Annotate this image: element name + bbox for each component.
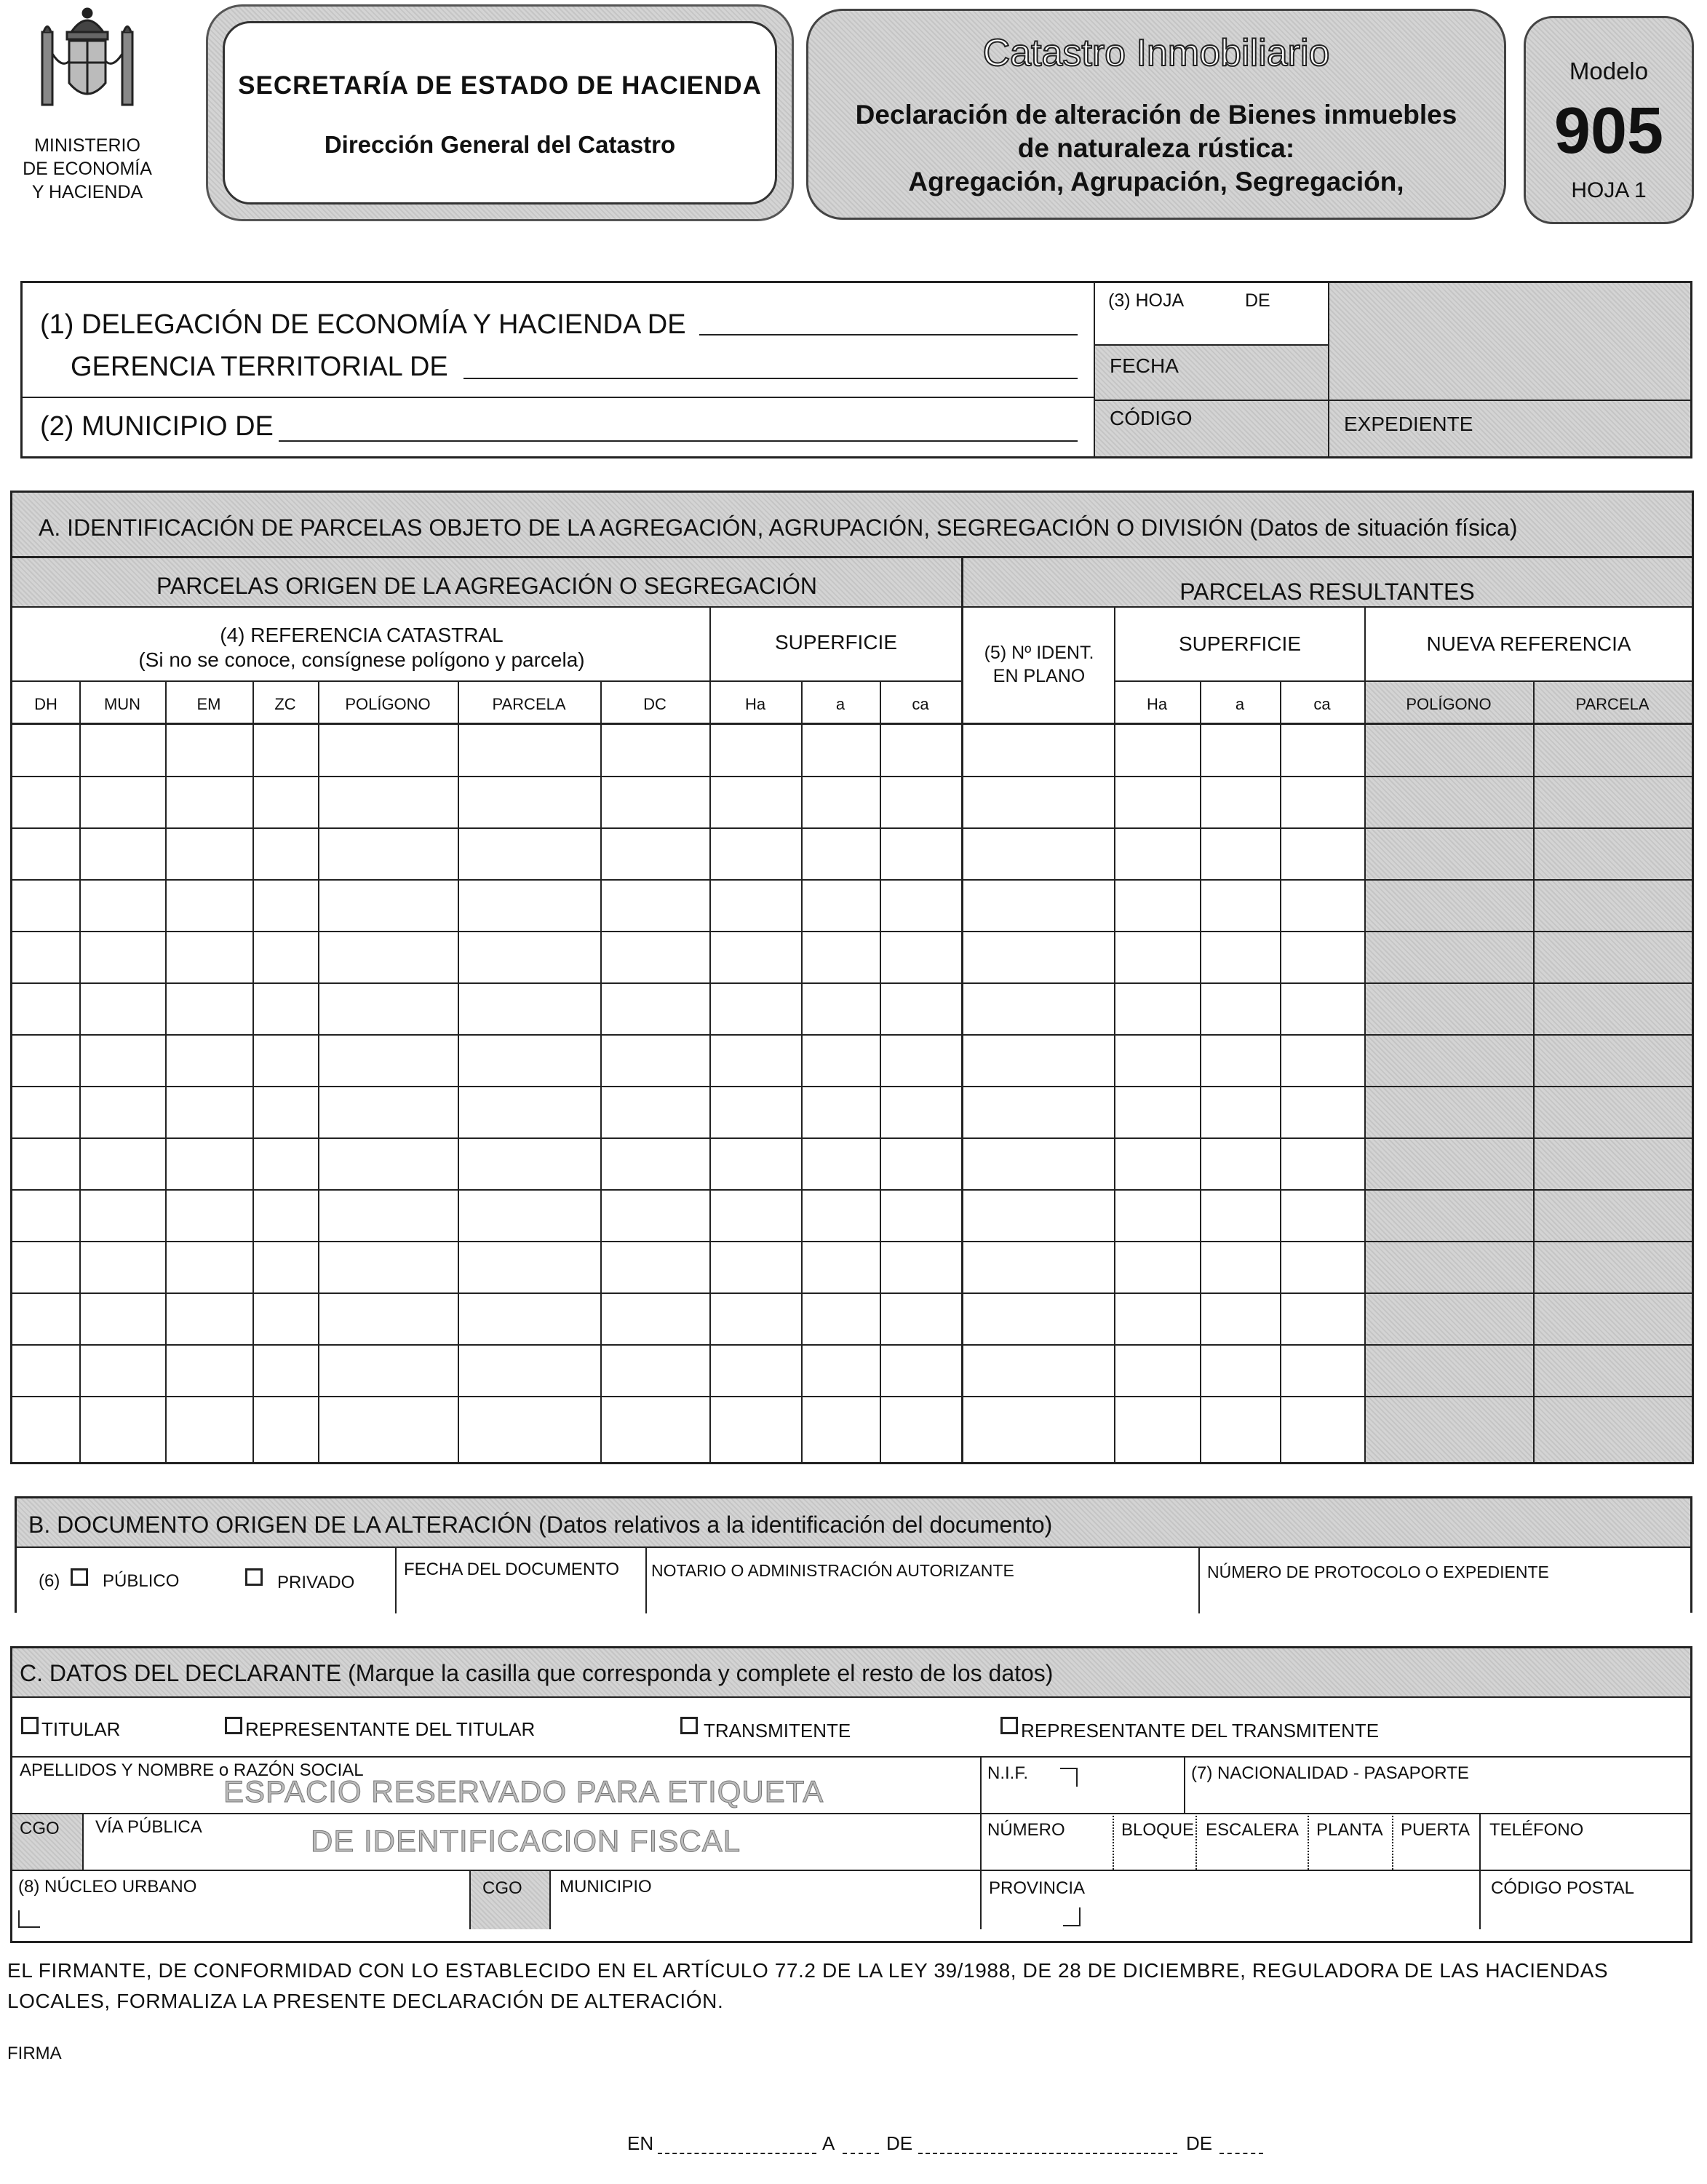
declaracion-line-1: Declaración de alteración de Bienes inmuebles (855, 100, 1457, 130)
nacionalidad-label: (7) NACIONALIDAD - PASAPORTE (1191, 1763, 1469, 1783)
column-header-3: ZC (274, 695, 296, 713)
section-c-note: (Marque la casilla que corresponda y complete el resto de los datos) (348, 1660, 1054, 1686)
column-header-6: DC (643, 695, 667, 713)
transmitente-label: TRANSMITENTE (704, 1720, 851, 1742)
ministry-name-3: Y HACIENDA (31, 182, 143, 202)
catastro-title: Catastro Inmobiliario (982, 32, 1330, 74)
representante-transmitente-checkbox[interactable] (1000, 1717, 1018, 1734)
column-header-13: POLÍGONO (1406, 695, 1492, 713)
delegacion-field[interactable] (701, 311, 1081, 335)
codigo-postal-label: CÓDIGO POSTAL (1491, 1878, 1634, 1898)
ident-line-2: EN PLANO (992, 666, 1086, 686)
provincia-label: PROVINCIA (989, 1878, 1086, 1898)
hoja-de-label: (3) HOJA (1108, 290, 1185, 311)
column-header-4: POLÍGONO (345, 695, 431, 713)
modelo-frame (1524, 16, 1694, 224)
via-publica-label: VÍA PÚBLICA (95, 1817, 202, 1837)
telefono-label: TELÉFONO (1489, 1820, 1584, 1840)
coat-of-arms-icon (29, 3, 146, 134)
puerta-label: PUERTA (1401, 1820, 1471, 1840)
referencia-line-2: (Si no se conoce, consígnese polígono y parcela) (138, 648, 585, 671)
statement-line-1: EL FIRMANTE, DE CONFORMIDAD CON LO ESTABLECIDO EN EL ARTÍCULO 77.2 DE LA LEY 39/1988, DE 28 DE DICIEMBRE, REGULADORA DE LAS HACIENDAS (7, 1959, 1609, 1982)
titular-checkbox[interactable] (21, 1717, 39, 1734)
apellidos-label: APELLIDOS Y NOMBRE o RAZÓN SOCIAL (20, 1760, 364, 1780)
cgo2-label: CGO (482, 1878, 522, 1898)
secretaria-title: SECRETARÍA DE ESTADO DE HACIENDA (238, 71, 762, 100)
catastro-frame (806, 9, 1506, 220)
column-header-9: ca (912, 695, 929, 713)
declaracion-line-2: de naturaleza rústica: (1017, 133, 1295, 163)
de-label-2: DE (1186, 2132, 1213, 2154)
de-label-1: DE (886, 2132, 913, 2154)
municipio-c-label: MUNICIPIO (560, 1877, 652, 1897)
section-a-title: A. IDENTIFICACIÓN DE PARCELAS OBJETO DE LA AGREGACIÓN, AGRUPACIÓN, SEGREGACIÓN O DIVISIÓN (Datos de situación física) (39, 515, 1518, 541)
espacio-reservado-1: ESPACIO RESERVADO PARA ETIQUETA (223, 1774, 824, 1808)
direccion-title: Dirección General del Catastro (324, 131, 676, 158)
transmitente-checkbox[interactable] (680, 1717, 698, 1734)
escalera-label: ESCALERA (1206, 1820, 1300, 1840)
bloque-label: BLOQUE (1121, 1820, 1195, 1840)
secretaria-frame (206, 4, 794, 221)
titular-label: TITULAR (41, 1718, 121, 1740)
firma-label: FIRMA (7, 2044, 62, 2063)
hoja-label: HOJA 1 (1571, 178, 1647, 202)
nucleo-label: (8) NÚCLEO URBANO (18, 1877, 197, 1897)
representante-titular-label: REPRESENTANTE DEL TITULAR (245, 1718, 536, 1740)
column-header-0: DH (34, 695, 57, 713)
column-header-2: EM (196, 695, 221, 713)
codigo-label: CÓDIGO (1110, 407, 1193, 429)
section-b-num: (6) (39, 1571, 60, 1591)
column-header-10: Ha (1146, 695, 1168, 713)
expediente-label: EXPEDIENTE (1344, 413, 1473, 435)
referencia-line-1: (4) REFERENCIA CATASTRAL (220, 624, 504, 646)
mes-field[interactable] (920, 2128, 1179, 2153)
publico-checkbox[interactable] (71, 1568, 88, 1586)
nif-label: N.I.F. (987, 1763, 1029, 1783)
planta-label: PLANTA (1316, 1820, 1383, 1840)
section-c-title: C. DATOS DEL DECLARANTE (20, 1660, 342, 1686)
dia-field[interactable] (844, 2128, 882, 2153)
ministry-name-2: DE ECONOMÍA (23, 159, 152, 179)
section-b-box (15, 1496, 1692, 1613)
a-label: A (822, 2132, 835, 2154)
column-header-7: Ha (744, 695, 766, 713)
section-a-box (10, 491, 1694, 1464)
column-header-8: a (835, 695, 845, 713)
representante-transmitente-label: REPRESENTANTE DEL TRANSMITENTE (1021, 1720, 1380, 1742)
nueva-referencia: NUEVA REFERENCIA (1426, 632, 1631, 655)
gerencia-label: GERENCIA TERRITORIAL DE (71, 352, 448, 382)
top-form-box (20, 281, 1692, 458)
anio-field[interactable] (1221, 2128, 1266, 2153)
espacio-reservado-2: DE IDENTIFICACION FISCAL (311, 1824, 741, 1858)
resultantes-header: PARCELAS RESULTANTES (1179, 579, 1475, 605)
column-header-5: PARCELA (492, 695, 566, 713)
en-label: EN (627, 2132, 654, 2154)
notario-label: NOTARIO O ADMINISTRACIÓN AUTORIZANTE (651, 1561, 1014, 1580)
superficie-resultantes: SUPERFICIE (1178, 632, 1302, 655)
hoja-de-de: DE (1245, 290, 1270, 311)
column-header-14: PARCELA (1575, 695, 1650, 713)
gerencia-field[interactable] (465, 354, 1081, 379)
lugar-field[interactable] (659, 2128, 818, 2153)
declaracion-line-3: Agregación, Agrupación, Segregación, (908, 167, 1404, 196)
cgo-label: CGO (20, 1819, 60, 1838)
column-header-1: MUN (103, 695, 141, 713)
modelo-label: Modelo (1569, 57, 1649, 84)
ident-line-1: (5) Nº IDENT. (984, 643, 1094, 663)
numero-label: NÚMERO (987, 1820, 1065, 1840)
column-header-12: ca (1313, 695, 1331, 713)
superficie-origen: SUPERFICIE (774, 631, 898, 654)
section-b-note: (Datos relativos a la identificación del documento) (538, 1512, 1053, 1538)
protocolo-label: NÚMERO DE PROTOCOLO O EXPEDIENTE (1207, 1562, 1549, 1581)
delegacion-label: (1) DELEGACIÓN DE ECONOMÍA Y HACIENDA DE (40, 309, 686, 340)
modelo-number: 905 (1553, 95, 1664, 167)
ministry-name-1: MINISTERIO (34, 135, 140, 156)
column-header-11: a (1235, 695, 1245, 713)
privado-label: PRIVADO (277, 1573, 355, 1592)
municipio-label: (2) MUNICIPIO DE (40, 411, 274, 442)
fecha-label: FECHA (1110, 354, 1179, 377)
fecha-doc-label: FECHA DEL DOCUMENTO (404, 1560, 620, 1579)
publico-label: PÚBLICO (103, 1571, 180, 1591)
municipio-field[interactable] (280, 417, 1081, 442)
representante-titular-checkbox[interactable] (225, 1717, 242, 1734)
section-b-title: B. DOCUMENTO ORIGEN DE LA ALTERACIÓN (28, 1512, 533, 1538)
statement-line-2: LOCALES, FORMALIZA LA PRESENTE DECLARACIÓN DE ALTERACIÓN. (7, 1990, 724, 2012)
section-c-box (10, 1646, 1692, 1943)
origen-header: PARCELAS ORIGEN DE LA AGREGACIÓN O SEGREGACIÓN (156, 573, 818, 599)
section-a-title-bar (12, 493, 1692, 558)
privado-checkbox[interactable] (245, 1568, 263, 1586)
